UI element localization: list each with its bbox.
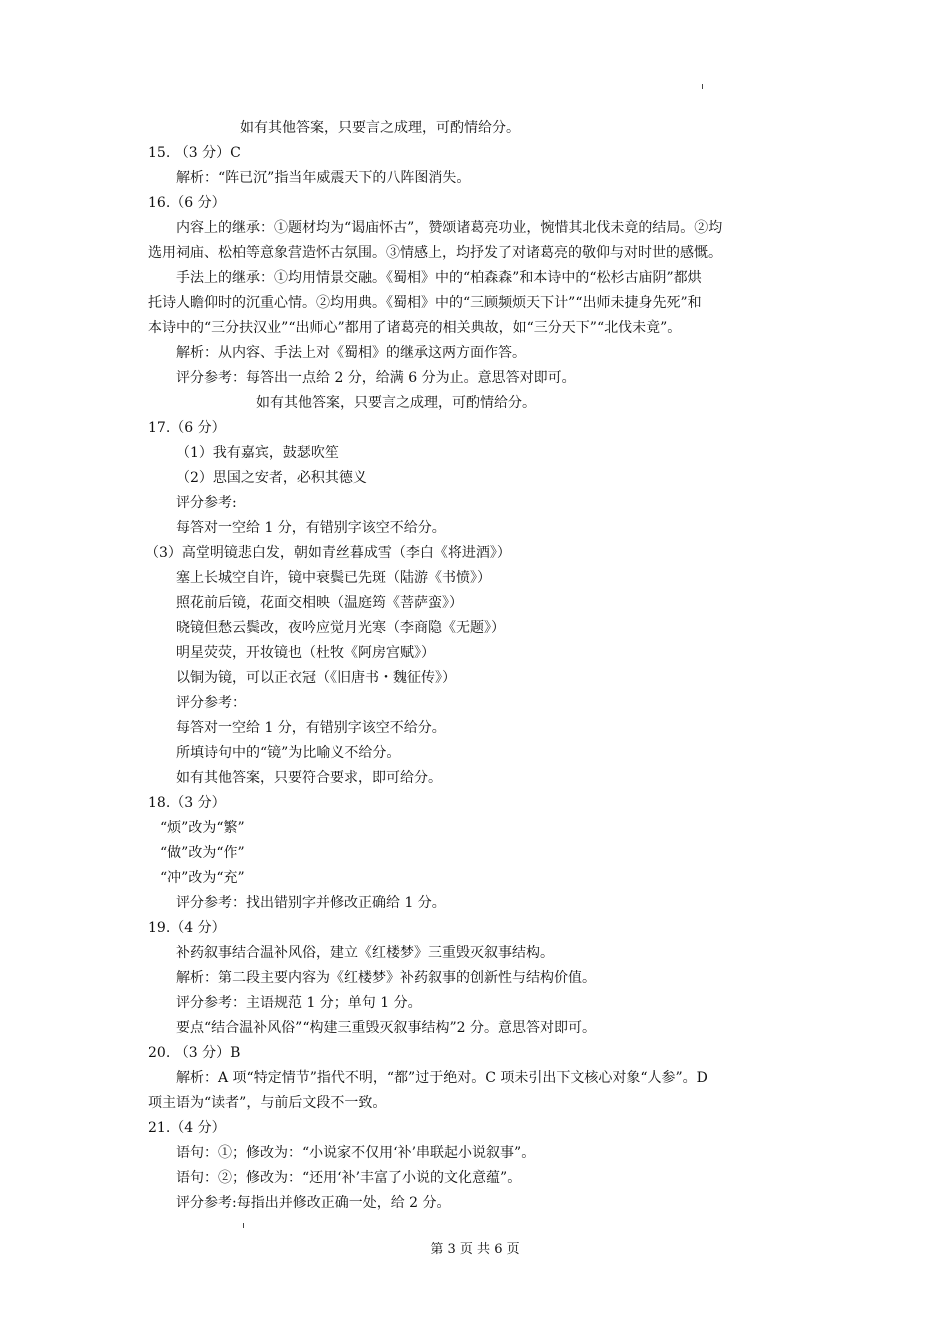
scan-mark xyxy=(702,84,703,89)
question-18-heading: 18.（3 分） xyxy=(148,795,226,811)
text-line: 解析：A 项“特定情节”指代不明，“都”过于绝对。C 项未引出下文核心对象“人参”。D xyxy=(176,1070,708,1086)
text-line: 评分参考:每指出并修改正确一处，给 2 分。 xyxy=(176,1195,451,1211)
text-line: 如有其他答案，只要言之成理，可酌情给分。 xyxy=(240,120,520,136)
text-line: 托诗人瞻仰时的沉重心情。②均用典。《蜀相》中的“三顾频烦天下计”“出师未捷身先死”和 xyxy=(148,295,702,311)
text-line: 本诗中的“三分扶汉业”“出师心”都用了诸葛亮的相关典故，如“三分天下”“北伐未竟”。 xyxy=(148,320,682,336)
text-line: 以铜为镜，可以正衣冠（《旧唐书・魏征传》） xyxy=(176,670,456,686)
text-line: 评分参考：主语规范 1 分；单句 1 分。 xyxy=(176,995,422,1011)
text-line: 评分参考：找出错别字并修改正确给 1 分。 xyxy=(176,895,446,911)
text-line: 晓镜但愁云鬓改，夜吟应觉月光寒（李商隐《无题》） xyxy=(176,620,505,636)
page-number-footer: 第 3 页 共 6 页 xyxy=(430,1242,520,1257)
text-line: （3）高堂明镜悲白发，朝如青丝暮成雪（李白《将进酒》） xyxy=(145,545,511,561)
text-line: 如有其他答案，只要言之成理，可酌情给分。 xyxy=(256,395,536,411)
text-line: 所填诗句中的“镜”为比喻义不给分。 xyxy=(176,745,401,761)
text-line: “冲”改为“充” xyxy=(160,870,245,886)
scan-mark xyxy=(243,1223,244,1228)
text-line: 每答对一空给 1 分，有错别字该空不给分。 xyxy=(176,520,446,536)
text-line: 解析：“阵已沉”指当年威震天下的八阵图消失。 xyxy=(176,170,471,186)
text-line: 如有其他答案，只要符合要求，即可给分。 xyxy=(176,770,442,786)
question-16-heading: 16.（6 分） xyxy=(148,195,226,211)
text-line: 要点“结合温补风俗”“构建三重毁灭叙事结构”2 分。意思答对即可。 xyxy=(176,1020,596,1036)
text-line: 选用祠庙、松柏等意象营造怀古氛围。③情感上，均抒发了对诸葛亮的敬仰与对时世的感慨。 xyxy=(148,245,722,261)
text-line: 语句：②；修改为：“还用‘补’丰富了小说的文化意蕴”。 xyxy=(176,1170,522,1186)
question-17-heading: 17.（6 分） xyxy=(148,420,226,436)
text-line: 评分参考： xyxy=(176,695,246,711)
text-line: 内容上的继承：①题材均为“谒庙怀古”，赞颂诸葛亮功业，惋惜其北伐未竟的结局。②均 xyxy=(176,220,723,236)
question-20-heading: 20. （3 分）B xyxy=(148,1045,241,1061)
text-line: 项主语为“读者”，与前后文段不一致。 xyxy=(148,1095,387,1111)
text-line: “烦”改为“繁” xyxy=(160,820,245,836)
text-line: 补药叙事结合温补风俗，建立《红楼梦》三重毁灭叙事结构。 xyxy=(176,945,554,961)
question-21-heading: 21.（4 分） xyxy=(148,1120,226,1136)
text-line: 评分参考：每答出一点给 2 分，给满 6 分为止。意思答对即可。 xyxy=(176,370,576,386)
text-line: 明星荧荧，开妆镜也（杜牧《阿房宫赋》） xyxy=(176,645,435,661)
text-line: 解析：第二段主要内容为《红楼梦》补药叙事的创新性与结构价值。 xyxy=(176,970,596,986)
question-15-heading: 15. （3 分）C xyxy=(148,145,241,161)
text-line: 评分参考: xyxy=(176,495,237,511)
question-19-heading: 19.（4 分） xyxy=(148,920,226,936)
text-line: 每答对一空给 1 分，有错别字该空不给分。 xyxy=(176,720,446,736)
text-line: 塞上长城空自许，镜中衰鬓已先斑（陆游《书愤》） xyxy=(176,570,491,586)
text-line: 手法上的继承：①均用情景交融。《蜀相》中的“柏森森”和本诗中的“松杉古庙阴”都烘 xyxy=(176,270,702,286)
text-line: （2）思国之安者，必积其德义 xyxy=(176,470,367,486)
text-line: （1）我有嘉宾，鼓瑟吹笙 xyxy=(176,445,339,461)
text-line: 照花前后镜，花面交相映（温庭筠《菩萨蛮》） xyxy=(176,595,463,611)
text-line: “做”改为“作” xyxy=(160,845,245,861)
text-line: 语句：①；修改为：“小说家不仅用‘补’串联起小说叙事”。 xyxy=(176,1145,536,1161)
text-line: 解析：从内容、手法上对《蜀相》的继承这两方面作答。 xyxy=(176,345,526,361)
